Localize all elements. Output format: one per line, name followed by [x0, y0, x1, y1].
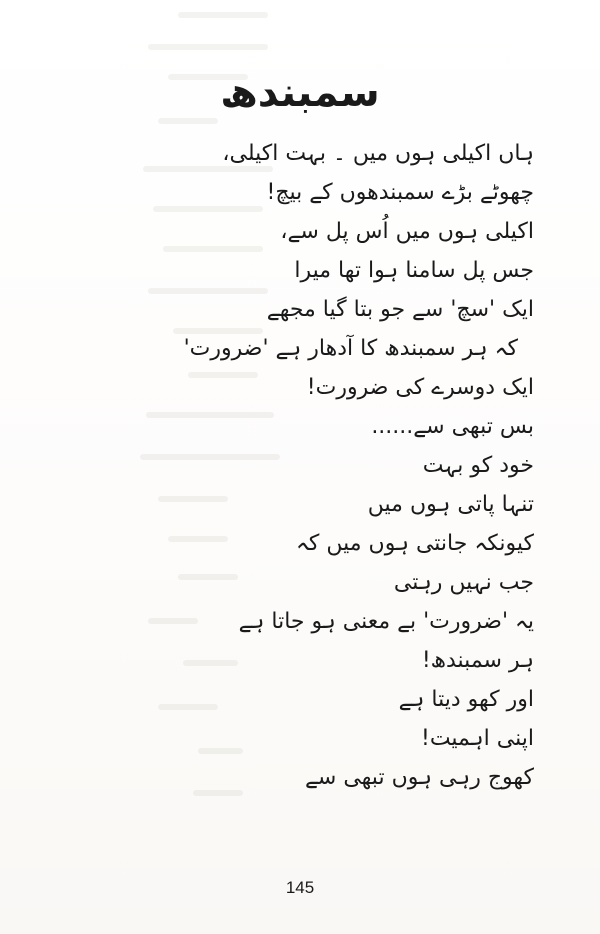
poem-line: ایک 'سچ' سے جو بتا گیا مجھے — [266, 297, 534, 322]
poem-line: خود کو بہت — [422, 453, 534, 478]
poem-line: کیونکہ جانتی ہوں میں کہ — [296, 531, 534, 556]
poem-line: ہر سمبندھ! — [421, 648, 534, 673]
poem-line: جب نہیں رہتی — [393, 570, 534, 595]
poem-title: سمبندھ — [220, 69, 380, 116]
poem-line: اپنی اہمیت! — [421, 726, 534, 751]
poem-line: کھوج رہی ہوں تبھی سے — [305, 765, 534, 790]
poem-line: تنہا پاتی ہوں میں — [367, 492, 534, 517]
poem-line: ایک دوسرے کی ضرورت! — [306, 375, 534, 400]
poem-body — [114, 134, 534, 797]
poem-line: جس پل سامنا ہوا تھا میرا — [294, 258, 534, 283]
poem-line: اور کھو دیتا ہے — [398, 687, 534, 712]
poem-line: کہ ہر سمبندھ کا آدھار ہے 'ضرورت' — [183, 336, 518, 361]
poem-line: ہاں اکیلی ہوں میں ۔ بہت اکیلی، — [222, 141, 534, 166]
page-number: 145 — [285, 878, 315, 897]
poem-line: بس تبھی سے...... — [371, 414, 534, 439]
poem-line: یہ 'ضرورت' بے معنی ہو جاتا ہے — [238, 609, 534, 634]
poem-line: اکیلی ہوں میں اُس پل سے، — [280, 219, 534, 244]
poem-line: چھوٹے بڑے سمبندھوں کے بیچ! — [266, 180, 534, 205]
